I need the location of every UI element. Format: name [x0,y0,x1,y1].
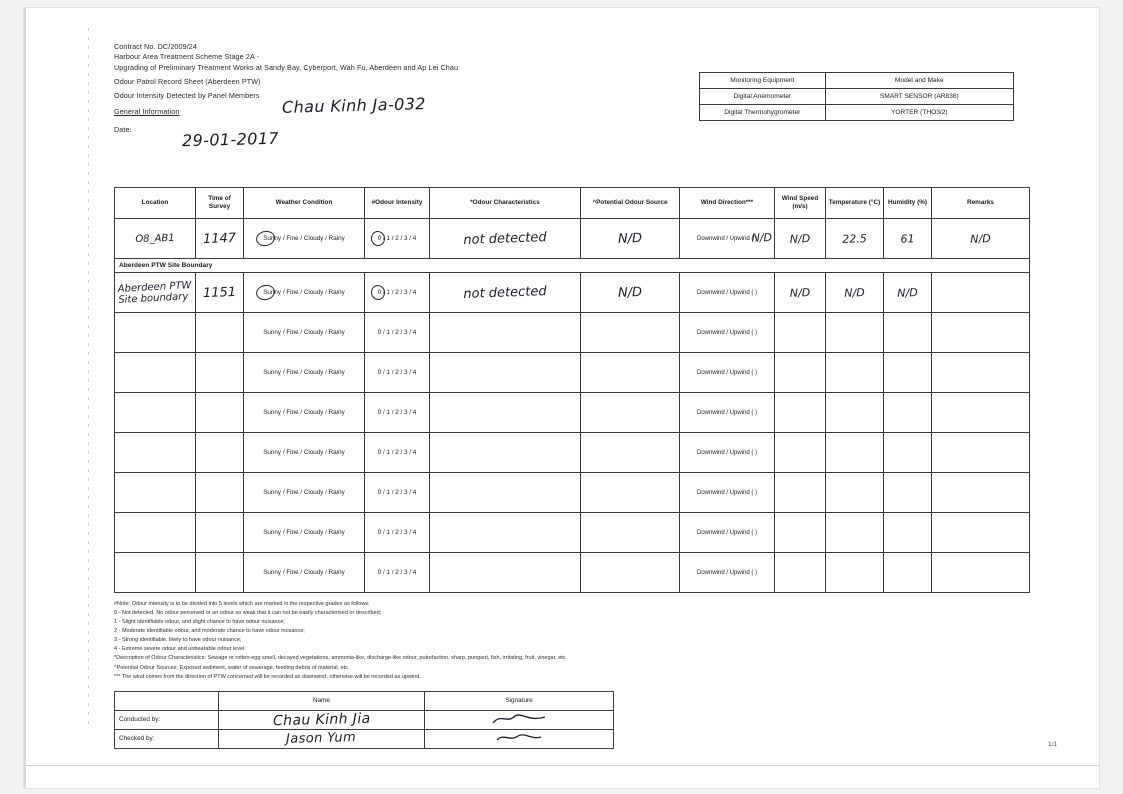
col-humidity: Humidity (%) [884,188,932,219]
cell-intensity [365,313,430,353]
intensity-options-7: 0 / 1 / 2 / 3 / 4 [377,489,417,497]
col-temperature: Temperature (°C) [826,188,884,219]
col-wind-speed: Wind Speed (m/s) [775,188,826,219]
handwritten-date: 29-01-2017 [181,128,280,151]
scanned-page [24,8,1099,788]
cell-characteristics [430,433,581,473]
table-row [115,513,1030,553]
table-header-row [115,691,614,710]
wind-options-6: Downwind / Upwind ( ) [696,450,758,457]
model-header-cell: Model and Make [825,73,1013,89]
cell-speed [775,433,826,473]
cell-speed [775,473,826,513]
table-row [115,353,1030,393]
cell-characteristics [430,313,581,353]
cell-speed [775,313,826,353]
hw-location-2: Aberdeen PTW Site boundary [117,279,192,306]
intensity-options-6: 0 / 1 / 2 / 3 / 4 [377,449,417,457]
cell-remarks [932,313,1030,353]
cell-weather [244,353,365,393]
cell-humidity [884,433,932,473]
circle-mark-weather-2 [255,283,277,302]
cell-remarks [932,473,1030,513]
note-7: ^Potential Odour Sources: Exposed sediment, water of sewerage, feeding debris of material, etc. [114,664,350,671]
cell-characteristics [430,393,581,433]
cell-humidity [884,219,932,259]
table-row [115,313,1030,353]
note-4: 3 - Strong identifiable, likely to have odour nuisance; [114,637,242,644]
cell-weather [244,513,365,553]
note-6: *Description of Odour Characteristics: Sewage or rotten-egg smell, decayed vegetations, ammonia-like, discharge-like odour, putrefaction, sharp, pungent, fish, irritating, fruit, vinegar, etc. [114,655,568,662]
wind-options-5: Downwind / Upwind ( ) [696,410,758,417]
cell-temperature [826,433,884,473]
cell-location [115,313,196,353]
cell-remarks [932,553,1030,593]
hw-checked-name: Jason Yum [286,730,357,748]
cell-wind [680,219,775,259]
panel-members-label: Odour Intensity Detected by Panel Members [114,90,260,100]
hw-remarks-1: N/D [970,231,991,246]
conducted-by-signature [425,710,614,729]
cell-wind [680,313,775,353]
cell-intensity [365,513,430,553]
cell-weather [244,473,365,513]
page-number: 1/1 [1047,741,1057,748]
equipment-name-thermohygrometer: Digital Thermohygrometer [700,105,826,121]
hw-remarks-2 [932,291,1029,294]
section-band-row [115,259,1030,273]
cell-source [581,433,680,473]
cell-source [581,273,680,313]
cell-speed [775,273,826,313]
page-edge-shadow [24,8,26,788]
col-time: Time of Survey [196,188,244,219]
circle-mark-intensity-2 [370,284,387,302]
cell-speed [775,553,826,593]
hw-source-1: N/D [617,230,643,247]
wind-options-8: Downwind / Upwind ( ) [696,530,758,537]
weather-options-4: Sunny / Fine / Cloudy / Rainy [263,369,345,377]
handwritten-panel-name: Chau Kinh Ja-032 [281,94,427,117]
cell-location [115,553,196,593]
cell-speed [775,353,826,393]
cell-location [115,513,196,553]
weather-options-3: Sunny / Fine / Cloudy / Rainy [263,329,345,337]
equipment-table [699,72,1014,121]
footnotes [114,600,1014,682]
hw-characteristics-1: not detected [463,229,547,248]
conducted-by-label: Conducted by: [115,710,219,729]
circle-mark-weather-1 [255,229,277,248]
col-weather: Weather Condition [244,188,365,219]
wind-options-9: Downwind / Upwind ( ) [696,570,758,577]
checked-by-name [218,729,424,748]
weather-options-6: Sunny / Fine / Cloudy / Rainy [263,449,345,457]
contract-number: Contract No. DC/2009/24 [114,42,198,51]
table-row [115,473,1030,513]
record-sheet [114,42,1014,749]
weather-options-8: Sunny / Fine / Cloudy / Rainy [263,529,345,537]
col-remarks: Remarks [932,188,1030,219]
hw-wind-1: N/D [751,230,773,245]
note-3: 2 - Moderate identifiable odour, and moderate chance to have odour nuisance; [114,628,305,635]
intensity-options-4: 0 / 1 / 2 / 3 / 4 [377,369,417,377]
odour-patrol-table [114,187,1030,593]
checked-by-label: Checked by: [115,729,219,748]
col-wind-direction: Wind Direction*** [680,188,775,219]
cell-temperature [826,513,884,553]
note-0: #Note: Odour intensity is to be divided into 5 levels which are marked in the respective grades as follows: [114,601,370,608]
cell-intensity [365,393,430,433]
cell-characteristics [430,273,581,313]
intensity-options-2: 0 / 1 / 2 / 3 / 4 [377,289,417,297]
table-row [700,105,1014,121]
cell-temperature [826,553,884,593]
cell-source [581,353,680,393]
wind-options-2: Downwind / Upwind ( ) [696,290,758,297]
cell-humidity [884,513,932,553]
cell-humidity [884,313,932,353]
cell-source [581,219,680,259]
cell-temperature [826,219,884,259]
cell-humidity [884,473,932,513]
equipment-model-anemometer: SMART SENSOR (AR836) [825,89,1013,105]
cell-humidity [884,273,932,313]
hw-time-1: 1147 [202,230,237,247]
weather-options-5: Sunny / Fine / Cloudy / Rainy [263,409,345,417]
cell-characteristics [430,353,581,393]
project-title-line1: Harbour Area Treatment Scheme Stage 2A - [114,52,260,62]
intensity-options-3: 0 / 1 / 2 / 3 / 4 [377,329,417,337]
cell-location [115,273,196,313]
table-row [700,89,1014,105]
wind-options-1: Downwind / Upwind ( ) [696,236,758,243]
cell-intensity [365,273,430,313]
general-information-label: General Information [114,107,180,117]
weather-options-7: Sunny / Fine / Cloudy / Rainy [263,489,345,497]
cell-speed [775,219,826,259]
cell-time [196,353,244,393]
note-2: 1 - Slight identifiable odour, and slight chance to have odour nuisance; [114,619,285,626]
signature-mark-icon [489,712,549,726]
cell-characteristics [430,473,581,513]
note-8: *** The wind comes from the direction of PTW concerned will be recorded as downwind, otherwise will be recorded as upwind. [114,673,421,680]
sheet-title: Odour Patrol Record Sheet (Aberdeen PTW) [114,77,261,87]
cell-location [115,353,196,393]
wind-options-7: Downwind / Upwind ( ) [696,490,758,497]
cell-source [581,473,680,513]
cell-time [196,433,244,473]
hw-temperature-1: 22.5 [842,231,867,246]
cell-remarks [932,433,1030,473]
cell-intensity [365,433,430,473]
intensity-options-8: 0 / 1 / 2 / 3 / 4 [377,529,417,537]
cell-characteristics [430,553,581,593]
table-row [115,729,614,748]
cell-wind [680,393,775,433]
cell-temperature [826,313,884,353]
cell-time [196,219,244,259]
col-location: Location [115,188,196,219]
cell-humidity [884,553,932,593]
sig-blank-corner [115,691,219,710]
cell-time [196,273,244,313]
cell-weather [244,219,365,259]
cell-source [581,513,680,553]
col-intensity: #Odour Intensity [365,188,430,219]
cell-humidity [884,353,932,393]
table-row [115,710,614,729]
cell-wind [680,353,775,393]
sig-col-name: Name [218,691,424,710]
cell-time [196,553,244,593]
note-1: 0 - Not detected. No odour perceived or an odour so weak that it can not be easily characterised or described; [114,610,382,617]
hw-time-2: 1151 [202,284,237,301]
cell-wind [680,273,775,313]
cell-intensity [365,219,430,259]
intensity-options-1: 0 / 1 / 2 / 3 / 4 [377,235,417,243]
cell-location [115,433,196,473]
hw-characteristics-2: not detected [463,283,547,302]
cell-temperature [826,473,884,513]
cell-characteristics [430,219,581,259]
cell-source [581,553,680,593]
equipment-header-cell: Monitoring Equipment [700,73,826,89]
conducted-by-name [218,710,424,729]
intensity-options-5: 0 / 1 / 2 / 3 / 4 [377,409,417,417]
cell-location [115,473,196,513]
hw-temperature-2: N/D [844,285,865,300]
weather-options-2: Sunny / Fine / Cloudy / Rainy [263,289,345,297]
intensity-options-9: 0 / 1 / 2 / 3 / 4 [377,569,417,577]
cell-intensity [365,353,430,393]
cell-time [196,513,244,553]
cell-remarks [932,219,1030,259]
cell-humidity [884,393,932,433]
table-row [115,219,1030,259]
cell-weather [244,433,365,473]
cell-intensity [365,553,430,593]
signature-mark-icon [494,731,544,744]
cell-wind [680,473,775,513]
cell-remarks [932,513,1030,553]
equipment-model-thermohygrometer: YORTER (THO3/2) [825,105,1013,121]
hw-humidity-2: N/D [897,285,918,300]
cell-temperature [826,273,884,313]
cell-weather [244,273,365,313]
cell-time [196,473,244,513]
cell-speed [775,513,826,553]
cell-wind [680,513,775,553]
cell-source [581,393,680,433]
weather-options-1: Sunny / Fine / Cloudy / Rainy [263,235,345,243]
wind-options-4: Downwind / Upwind ( ) [696,370,758,377]
cell-weather [244,553,365,593]
cell-location [115,219,196,259]
cell-remarks [932,353,1030,393]
date-label: Date: [114,124,132,134]
cell-wind [680,433,775,473]
table-row [115,393,1030,433]
hw-humidity-1: 61 [900,231,915,246]
table-header-row [115,188,1030,219]
checked-by-signature [425,729,614,748]
cell-temperature [826,393,884,433]
table-row [115,433,1030,473]
cell-wind [680,553,775,593]
signature-table [114,691,614,749]
band-label: Aberdeen PTW Site Boundary [115,259,1030,273]
cell-temperature [826,353,884,393]
cell-remarks [932,393,1030,433]
hw-conducted-name: Chau Kinh Jia [272,710,371,729]
scan-bottom-line [24,765,1099,766]
hw-speed-2: N/D [789,285,811,300]
cell-location [115,393,196,433]
wind-options-3: Downwind / Upwind ( ) [696,330,758,337]
col-characteristics: *Odour Characteristics [430,188,581,219]
circle-mark-intensity-1 [370,230,387,248]
punch-hole-dots [88,28,89,728]
cell-intensity [365,473,430,513]
note-5: 4 - Extreme severe odour and unbearable odour level. [114,646,246,653]
weather-options-9: Sunny / Fine / Cloudy / Rainy [263,569,345,577]
cell-remarks [932,273,1030,313]
hw-speed-1: N/D [789,231,811,246]
cell-speed [775,393,826,433]
cell-weather [244,393,365,433]
cell-time [196,393,244,433]
hw-location-1: O8_AB1 [135,232,175,245]
cell-time [196,313,244,353]
table-row [115,553,1030,593]
project-title-line2: Upgrading of Preliminary Treatment Works at Sandy Bay, Cyberport, Wah Fu, Aberdeen and Ap Lei Chau [114,62,459,72]
sig-col-signature: Signature [425,691,614,710]
col-source: ^Potential Odour Source [581,188,680,219]
cell-weather [244,313,365,353]
hw-source-2: N/D [617,284,643,301]
table-row [115,273,1030,313]
cell-source [581,313,680,353]
table-row [700,73,1014,89]
cell-characteristics [430,513,581,553]
equipment-name-anemometer: Digital Anemometer [700,89,826,105]
